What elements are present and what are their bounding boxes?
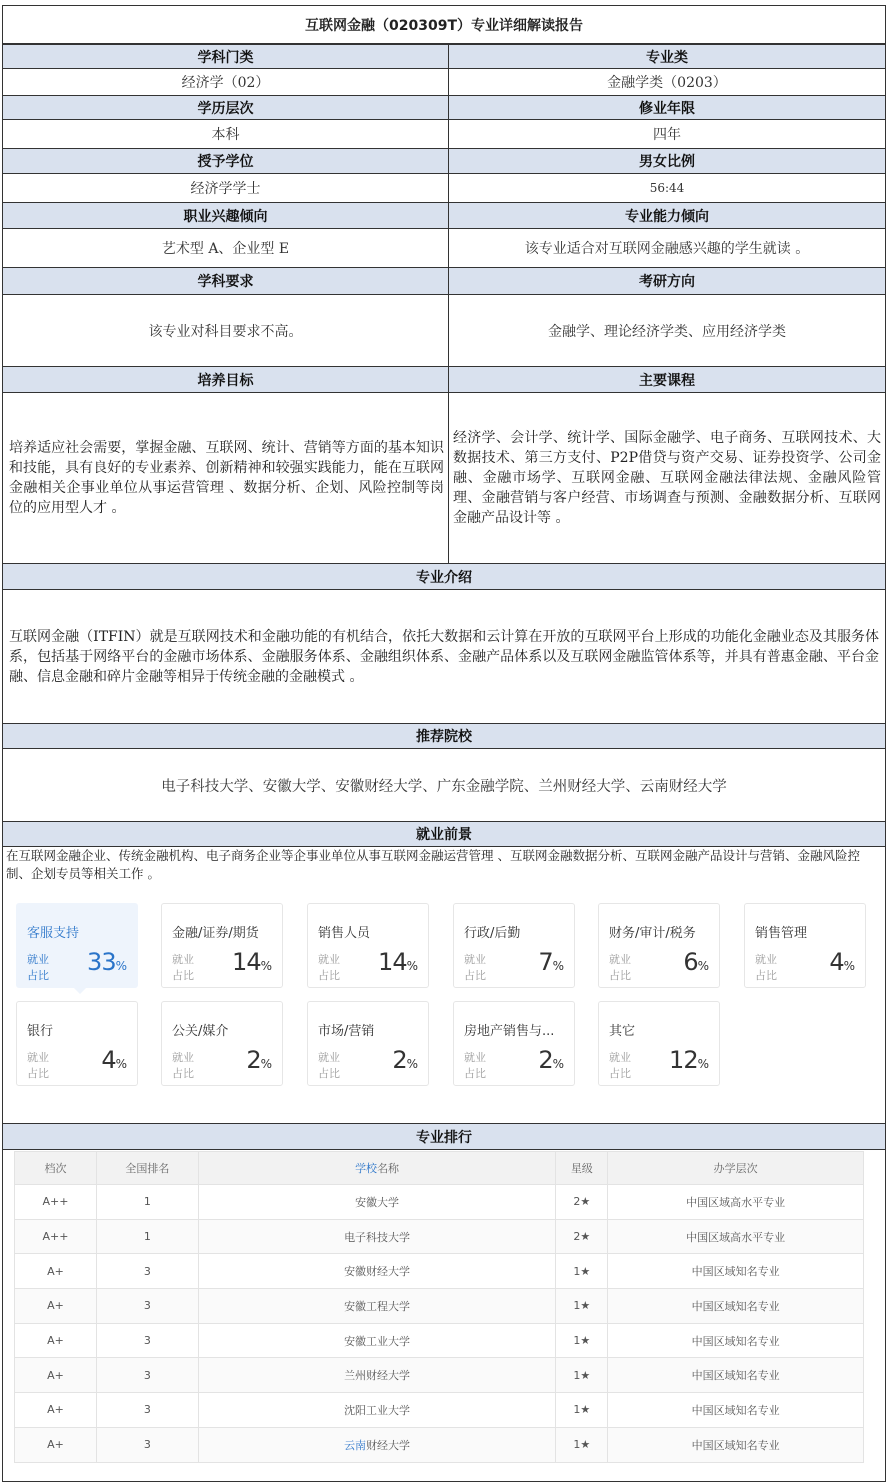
job-card-label: 就业 占比 — [27, 1051, 49, 1080]
col-school-name — [198, 1152, 556, 1185]
tier-cell: A+ — [15, 1254, 97, 1289]
col-school-hl: 学校 — [355, 1162, 378, 1175]
table-row — [15, 1323, 864, 1358]
job-card-label: 就业 占比 — [609, 1051, 631, 1080]
tier-cell: A++ — [15, 1185, 97, 1220]
job-card[interactable] — [161, 1001, 283, 1086]
school-cell: 安徽大学 — [198, 1185, 556, 1220]
employment-header: 就业前景 — [2, 821, 886, 847]
employment-text: 在互联网金融企业、传统金融机构、电子商务企业等企事业单位从事互联网金融运营管理 、互联网金融数据分析、互联网金融产品设计与营销、金融风险控制、企划专员等相关工作 。 — [6, 848, 860, 881]
job-card-label: 就业 占比 — [464, 953, 486, 982]
tier-cell: A+ — [15, 1393, 97, 1428]
ranking-head-row — [15, 1152, 864, 1185]
job-card[interactable] — [453, 1001, 575, 1086]
degree-header: 授予学位 — [2, 148, 449, 174]
ranking-table — [14, 1151, 864, 1463]
stars-cell: 1★ — [556, 1289, 608, 1324]
job-card[interactable] — [16, 1001, 138, 1086]
job-card-name: 销售管理 — [755, 926, 808, 941]
subject-req-header: 学科要求 — [2, 267, 449, 295]
training-goal-text: 培养适应社会需要，掌握金融、互联网、统计、营销等方面的基本知识和技能，具有良好的专业素养、创新精神和较强实践能力，能在互联网金融相关企事业单位从事运营管理 、数据分析、企划、风险控制等岗位的应用型人才 。 — [2, 392, 449, 564]
school-cell: 安徽财经大学 — [198, 1254, 556, 1289]
job-card-label: 就业 占比 — [318, 953, 340, 982]
col-school-rest: 名称 — [377, 1162, 400, 1175]
school-cell: 安徽工业大学 — [198, 1323, 556, 1358]
job-card-percent: 14% — [378, 948, 418, 976]
rank-cell: 3 — [96, 1427, 198, 1462]
school-cell: 云南财经大学 — [198, 1427, 556, 1462]
education-level-value: 本科 — [2, 119, 449, 149]
job-card-label: 就业 占比 — [172, 1051, 194, 1080]
table-row — [15, 1289, 864, 1324]
table-row — [15, 1185, 864, 1220]
job-card-name: 其它 — [609, 1024, 636, 1039]
level-cell: 中国区域知名专业 — [608, 1289, 864, 1324]
tier-cell: A+ — [15, 1358, 97, 1393]
rank-cell: 3 — [96, 1254, 198, 1289]
school-cell: 沈阳工业大学 — [198, 1393, 556, 1428]
col-level: 办学层次 — [608, 1152, 864, 1185]
job-card-name: 房地产销售与... — [464, 1024, 555, 1039]
postgrad-header: 考研方向 — [448, 267, 886, 295]
tier-cell: A++ — [15, 1219, 97, 1254]
main-courses-text: 经济学、会计学、统计学、国际金融学、电子商务、互联网技术、大数据技术、第三方支付、P2P借贷与资产交易、证券投资学、公司金融、金融市场学、互联网金融、互联网金融法律法规、金融风险管理、金融营销与客户经营、市场调查与预测、金融数据分析、互联网金融产品设计等 。 — [448, 392, 886, 564]
intro-header: 专业介绍 — [2, 563, 886, 590]
stars-cell: 1★ — [556, 1358, 608, 1393]
intro-text: 互联网金融（ITFIN）就是互联网技术和金融功能的有机结合，依托大数据和云计算在开放的互联网平台上形成的功能化金融业态及其服务体系，包括基于网络平台的金融市场体系、金融服务体系、金融组织体系、金融产品体系以及互联网金融监管体系等，并具有普惠金融、平台金融、信息金融和碎片金融等相异于传统金融的金融模式 。 — [2, 589, 886, 724]
gender-ratio-value: 56:44 — [448, 173, 886, 203]
postgrad-value: 金融学、理论经济学类、应用经济学类 — [448, 294, 886, 367]
col-tier: 档次 — [15, 1152, 97, 1185]
job-card-name: 公关/媒介 — [172, 1024, 229, 1039]
job-card-percent: 2% — [538, 1046, 564, 1074]
rank-cell: 1 — [96, 1219, 198, 1254]
job-card[interactable] — [453, 903, 575, 988]
job-card[interactable] — [161, 903, 283, 988]
table-row — [15, 1219, 864, 1254]
ability-value: 该专业适合对互联网金融感兴趣的学生就读 。 — [448, 228, 886, 268]
job-card-label: 就业 占比 — [318, 1051, 340, 1080]
rank-cell: 3 — [96, 1393, 198, 1428]
job-card-name: 销售人员 — [318, 926, 371, 941]
training-goal-header: 培养目标 — [2, 366, 449, 393]
career-interest-header: 职业兴趣倾向 — [2, 202, 449, 229]
duration-value: 四年 — [448, 119, 886, 149]
schools-header: 推荐院校 — [2, 723, 886, 749]
table-row — [15, 1254, 864, 1289]
ranking-header: 专业排行 — [2, 1123, 886, 1150]
job-card-percent: 12% — [669, 1046, 709, 1074]
career-interest-value: 艺术型 A、企业型 E — [2, 228, 449, 268]
major-class-value: 金融学类（0203） — [448, 68, 886, 96]
stars-cell: 1★ — [556, 1393, 608, 1428]
main-courses-header: 主要课程 — [448, 366, 886, 393]
gender-ratio-header: 男女比例 — [448, 148, 886, 174]
school-cell: 兰州财经大学 — [198, 1358, 556, 1393]
job-card-percent: 4% — [829, 948, 855, 976]
education-level-header: 学历层次 — [2, 95, 449, 120]
job-card-name: 客服支持 — [27, 926, 80, 941]
stars-cell: 1★ — [556, 1323, 608, 1358]
level-cell: 中国区域知名专业 — [608, 1427, 864, 1462]
schools-text: 电子科技大学、安徽大学、安徽财经大学、广东金融学院、兰州财经大学、云南财经大学 — [2, 748, 886, 822]
job-card-name: 金融/证券/期货 — [172, 926, 259, 941]
job-card[interactable] — [307, 903, 429, 988]
tier-cell: A+ — [15, 1427, 97, 1462]
discipline-value: 经济学（02） — [2, 68, 449, 96]
report-title: 互联网金融（020309T）专业详细解读报告 — [2, 5, 886, 44]
stars-cell: 1★ — [556, 1427, 608, 1462]
discipline-header: 学科门类 — [2, 44, 449, 69]
job-card[interactable] — [744, 903, 866, 988]
job-card-percent: 7% — [538, 948, 564, 976]
level-cell: 中国区域高水平专业 — [608, 1219, 864, 1254]
job-card-label: 就业 占比 — [609, 953, 631, 982]
table-row — [15, 1393, 864, 1428]
job-card-label: 就业 占比 — [755, 953, 777, 982]
level-cell: 中国区域高水平专业 — [608, 1185, 864, 1220]
rank-cell: 3 — [96, 1289, 198, 1324]
job-card-name: 银行 — [27, 1024, 54, 1039]
job-card[interactable] — [307, 1001, 429, 1086]
job-card-percent: 14% — [232, 948, 272, 976]
table-row — [15, 1427, 864, 1462]
stars-cell: 2★ — [556, 1185, 608, 1220]
job-card[interactable] — [16, 903, 138, 988]
ability-header: 专业能力倾向 — [448, 202, 886, 229]
degree-value: 经济学学士 — [2, 173, 449, 203]
job-card-label: 就业 占比 — [172, 953, 194, 982]
job-card[interactable] — [598, 1001, 720, 1086]
duration-header: 修业年限 — [448, 95, 886, 120]
job-card-label: 就业 占比 — [464, 1051, 486, 1080]
job-card[interactable] — [598, 903, 720, 988]
level-cell: 中国区域知名专业 — [608, 1393, 864, 1428]
school-cell: 电子科技大学 — [198, 1219, 556, 1254]
job-card-percent: 4% — [101, 1046, 127, 1074]
col-stars: 星级 — [556, 1152, 608, 1185]
col-national-rank: 全国排名 — [96, 1152, 198, 1185]
level-cell: 中国区域知名专业 — [608, 1358, 864, 1393]
subject-req-value: 该专业对科目要求不高。 — [2, 294, 449, 367]
table-row — [15, 1358, 864, 1393]
job-card-label: 就业 占比 — [27, 953, 49, 982]
job-card-percent: 6% — [683, 948, 709, 976]
job-card-name: 行政/后勤 — [464, 926, 521, 941]
level-cell: 中国区域知名专业 — [608, 1323, 864, 1358]
stars-cell: 2★ — [556, 1219, 608, 1254]
job-card-name: 市场/营销 — [318, 1024, 375, 1039]
major-class-header: 专业类 — [448, 44, 886, 69]
stars-cell: 1★ — [556, 1254, 608, 1289]
job-card-percent: 2% — [246, 1046, 272, 1074]
active-pointer — [73, 987, 87, 994]
rank-cell: 3 — [96, 1323, 198, 1358]
job-card-name: 财务/审计/税务 — [609, 926, 696, 941]
rank-cell: 1 — [96, 1185, 198, 1220]
rank-cell: 3 — [96, 1358, 198, 1393]
level-cell: 中国区域知名专业 — [608, 1254, 864, 1289]
job-card-percent: 2% — [392, 1046, 418, 1074]
tier-cell: A+ — [15, 1323, 97, 1358]
job-card-percent: 33% — [87, 948, 127, 976]
school-cell: 安徽工程大学 — [198, 1289, 556, 1324]
tier-cell: A+ — [15, 1289, 97, 1324]
